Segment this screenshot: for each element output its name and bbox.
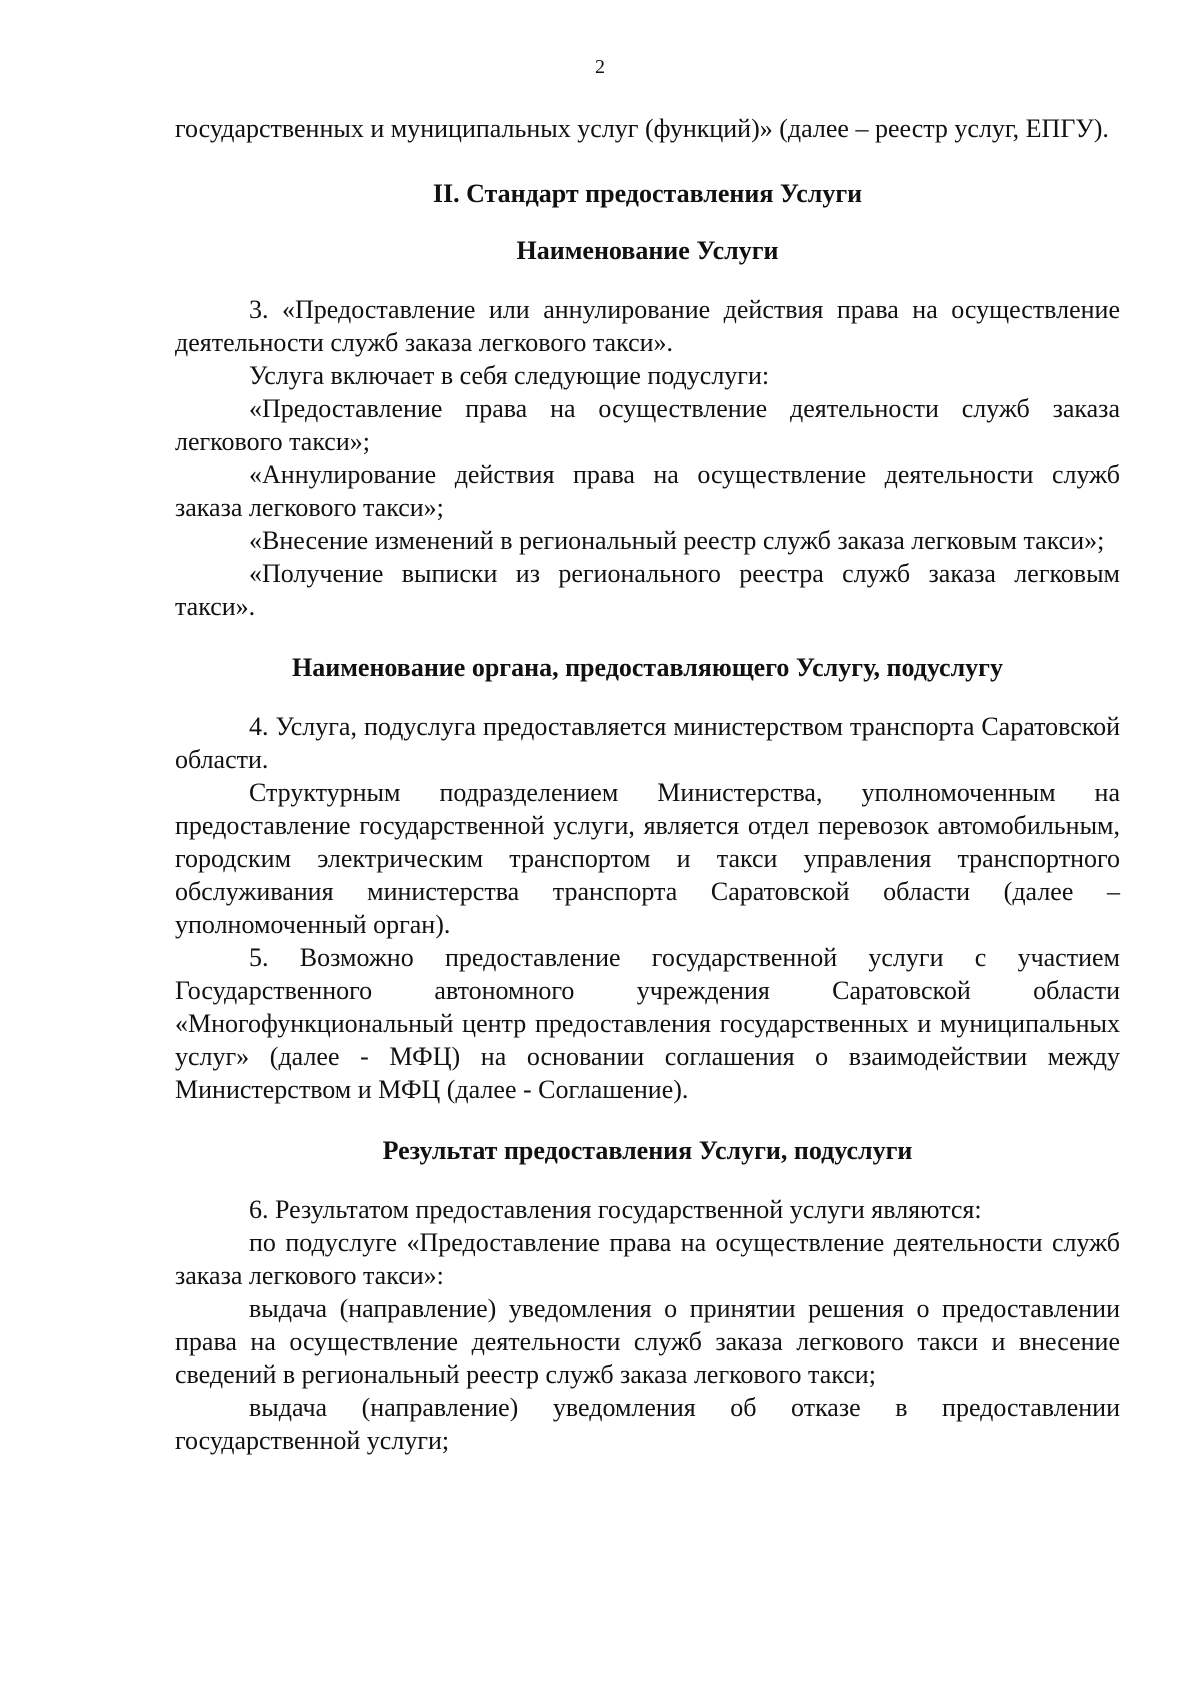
paragraph-6: 6. Результатом предоставления государственной услуги являются: bbox=[249, 1195, 982, 1224]
paragraph-3-item-b: «Аннулирование действия права на осуществление деятельности служб заказа легкового такси»; bbox=[175, 460, 1120, 522]
paragraph-6-item-a: по подуслуге «Предоставление права на осуществление деятельности служб заказа легкового такси»: bbox=[175, 1228, 1120, 1290]
paragraph-3-item-a: «Предоставление права на осуществление деятельности служб заказа легкового такси»; bbox=[175, 394, 1120, 456]
paragraph-6-item-b: выдача (направление) уведомления о принятии решения о предоставлении права на осуществление деятельности служб заказа легкового такси и внесение сведений в региональный реестр служб заказа легкового такси; bbox=[175, 1294, 1120, 1389]
paragraph-3-subservices: Услуга включает в себя следующие подуслуги: bbox=[249, 361, 770, 390]
page-number: 2 bbox=[595, 56, 605, 78]
intro-paragraph: государственных и муниципальных услуг (функций)» (далее – реестр услуг, ЕПГУ). bbox=[175, 114, 1109, 143]
paragraph-3: 3. «Предоставление или аннулирование действия права на осуществление деятельности служб заказа легкового такси». bbox=[175, 295, 1120, 357]
paragraph-4: 4. Услуга, подуслуга предоставляется министерством транспорта Саратовской области. bbox=[175, 712, 1120, 774]
heading-service-name: Наименование Услуги bbox=[516, 236, 779, 265]
paragraph-6-item-c: выдача (направление) уведомления об отказе в предоставлении государственной услуги; bbox=[175, 1393, 1120, 1455]
section-title: II. Стандарт предоставления Услуги bbox=[432, 179, 863, 208]
heading-result: Результат предоставления Услуги, подуслуги bbox=[382, 1136, 913, 1165]
paragraph-3-item-c: «Внесение изменений в региональный реестр служб заказа легковым такси»; bbox=[249, 526, 1105, 555]
paragraph-3-item-d: «Получение выписки из регионального реестра служб заказа легковым такси». bbox=[175, 559, 1120, 621]
paragraph-5: 5. Возможно предоставление государственной услуги с участием Государственного автономного учреждения Саратовской области «Многофункциональный центр предоставления государственных и муниципальных услуг» (далее - МФЦ) на основании соглашения о взаимодействии между Министерством и МФЦ (далее - Соглашение). bbox=[175, 943, 1120, 1104]
heading-organ: Наименование органа, предоставляющего Услугу, подуслугу bbox=[292, 653, 1003, 682]
document-body bbox=[175, 112, 1120, 1457]
paragraph-4-structural: Структурным подразделением Министерства, уполномоченным на предоставление государственной услуги, является отдел перевозок автомобильным, городским электрическим транспортом и такси управления транспортного обслуживания министерства транспорта Саратовской области (далее – уполномоченный орган). bbox=[175, 778, 1120, 939]
